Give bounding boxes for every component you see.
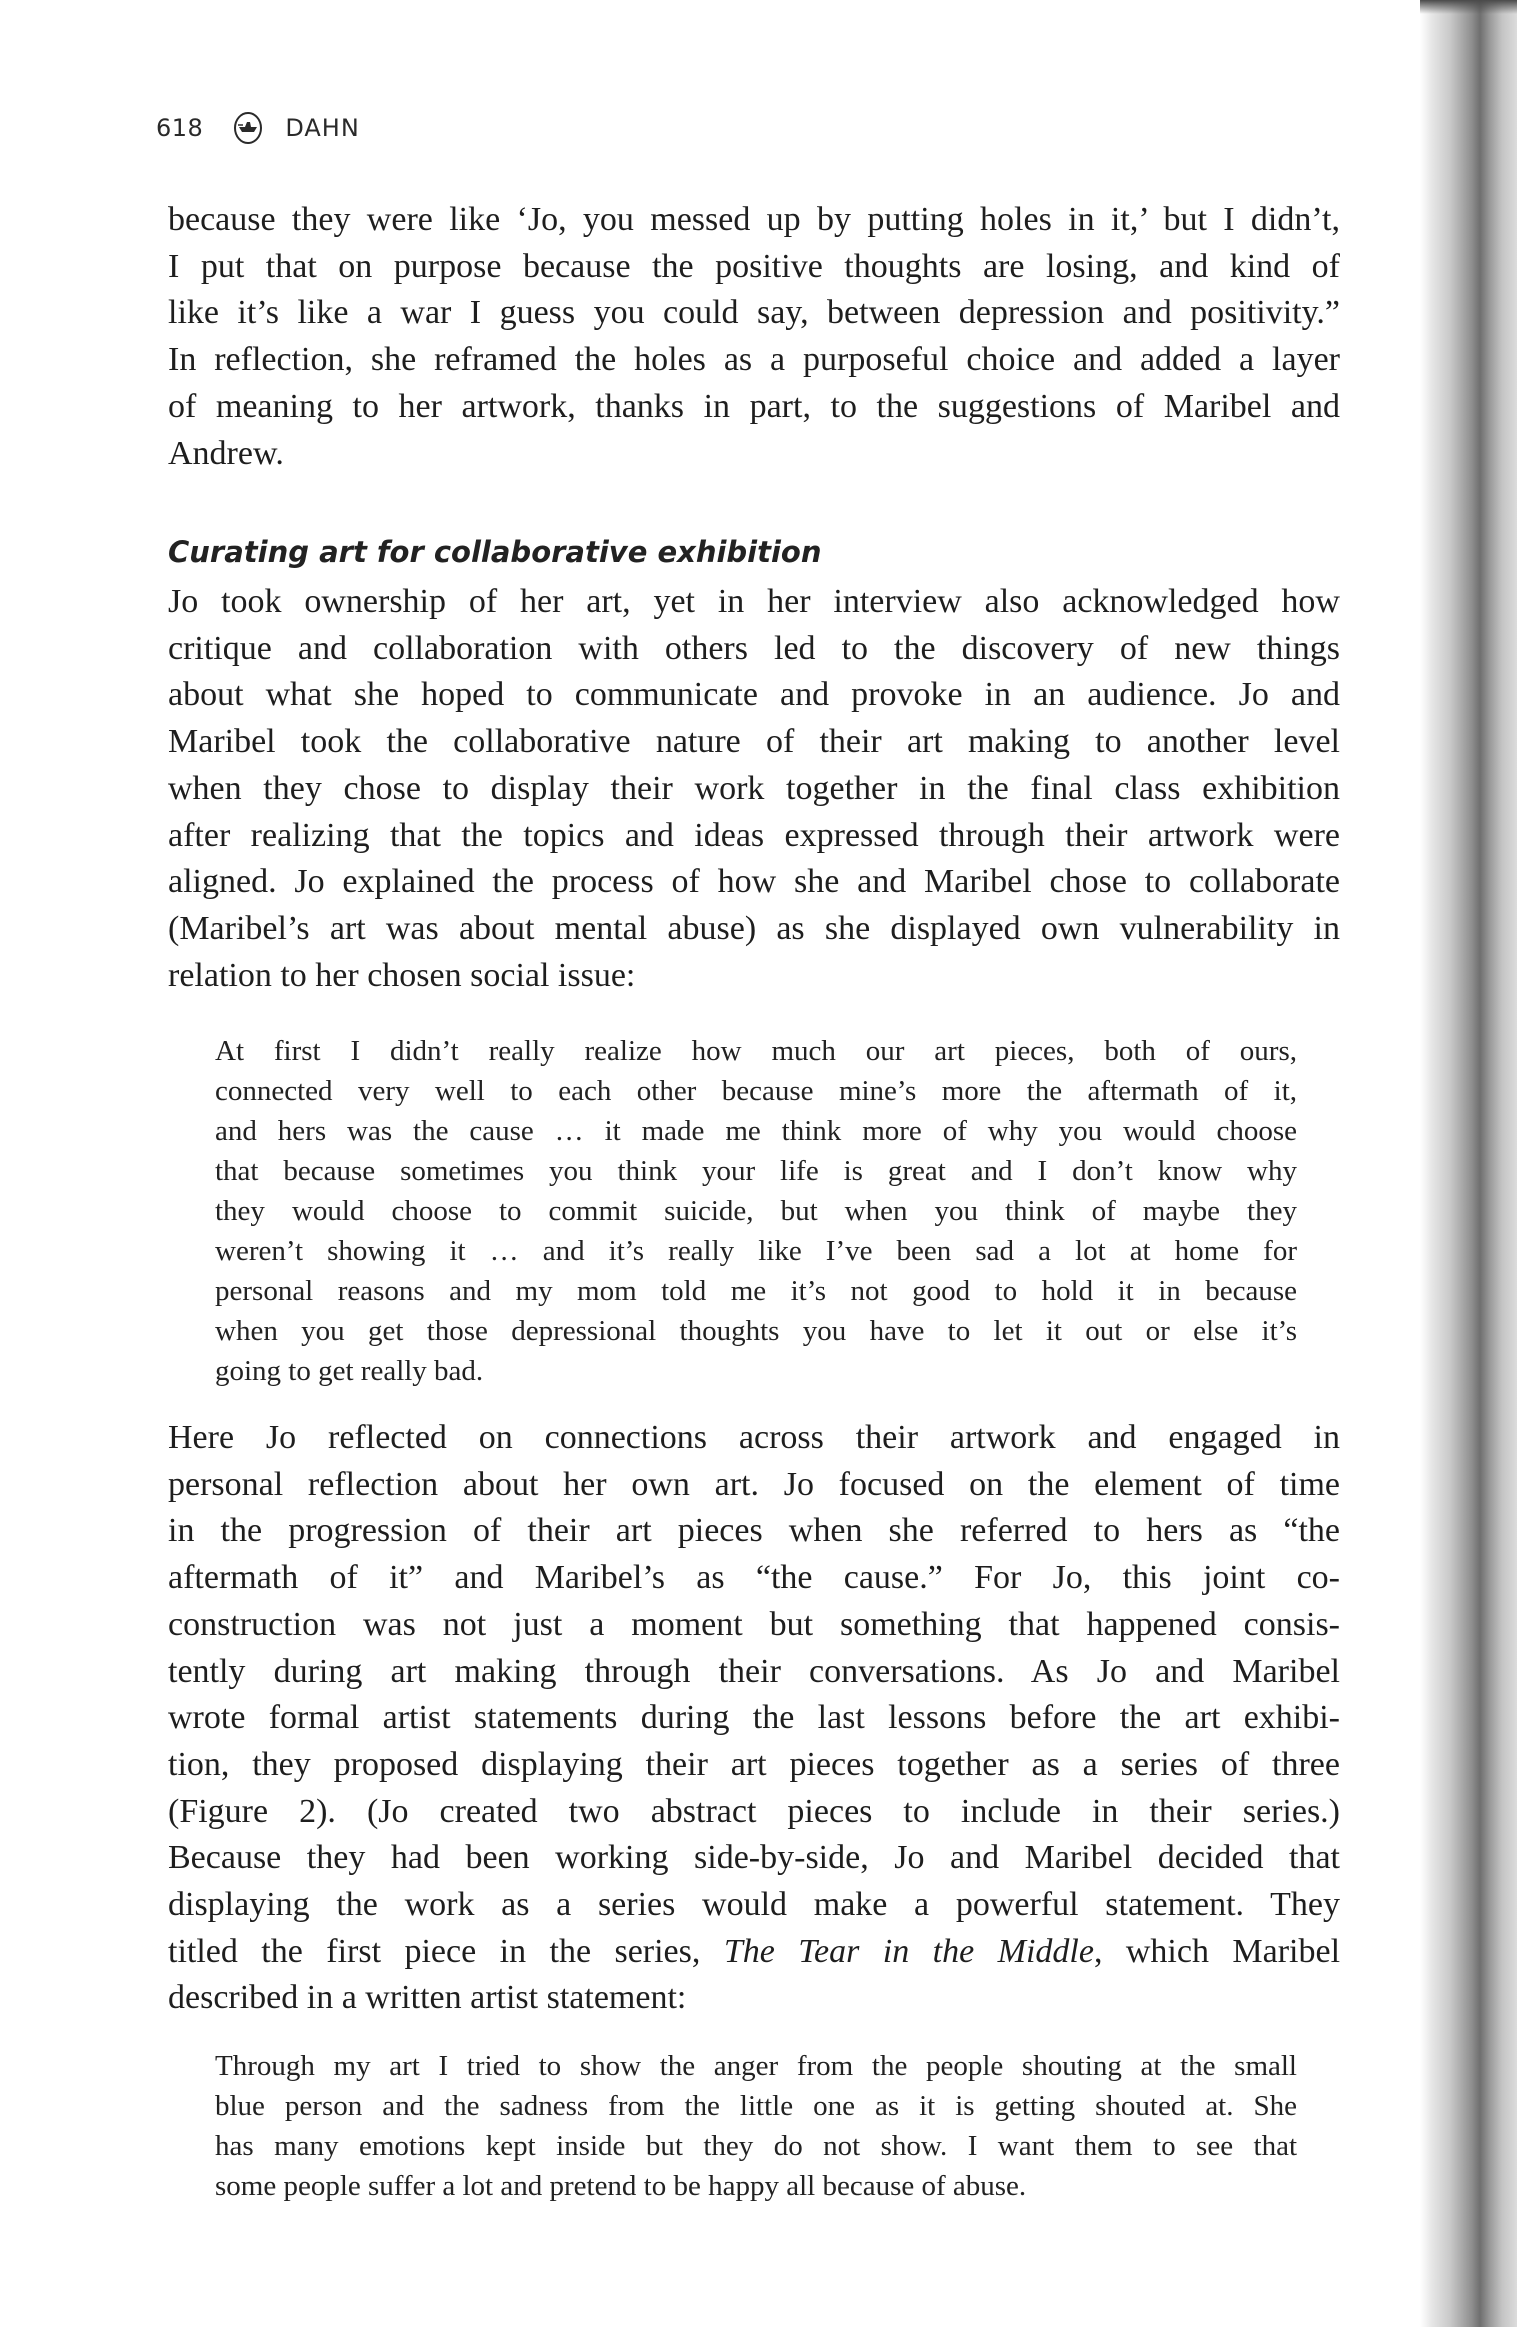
text-line: tion, they proposed displaying their art pieces together as a series of three <box>168 1745 1340 1783</box>
quote-line: Through my art I tried to show the anger from the people shouting at the small <box>215 2050 1297 2082</box>
book-gutter-top-shadow <box>1420 0 1517 14</box>
quote-line: connected very well to each other because mine’s more the aftermath of it, <box>215 1075 1297 1107</box>
quote-line: some people suffer a lot and pretend to be happy all because of abuse. <box>215 2170 1027 2202</box>
text-line: Here Jo reflected on connections across their artwork and engaged in <box>168 1419 1340 1456</box>
text-segment: , which Maribel <box>1093 1932 1341 1970</box>
text-line: described in a written artist statement: <box>168 1979 687 2017</box>
paragraph-1 <box>168 197 1340 477</box>
text-segment: titled the first piece in the series, <box>168 1932 724 1970</box>
quote-line: going to get really bad. <box>215 1355 484 1387</box>
text-line: when they chose to display their work together in the final class exhibition <box>168 769 1340 807</box>
text-line: relation to her chosen social issue: <box>168 956 636 994</box>
text-line: of meaning to her artwork, thanks in part, to the suggestions of Maribel and <box>168 387 1340 425</box>
section-heading: Curating art for collaborative exhibition <box>168 535 822 569</box>
quote-line: and hers was the cause … it made me think more of why you would choose <box>215 1115 1297 1147</box>
text-line: about what she hoped to communicate and provoke in an audience. Jo and <box>168 676 1340 714</box>
running-head-author: DAHN <box>285 114 360 142</box>
quote-line: personal reasons and my mom told me it’s not good to hold it in because <box>215 1275 1297 1307</box>
text-line: Andrew. <box>168 434 284 472</box>
text-line: in the progression of their art pieces when she referred to hers as “the <box>168 1512 1340 1550</box>
text-line: I put that on purpose because the positive thoughts are losing, and kind of <box>168 247 1340 285</box>
text-line: personal reflection about her own art. Jo focused on the element of time <box>168 1465 1340 1503</box>
block-quote-2 <box>215 2046 1297 2206</box>
text-line: aligned. Jo explained the process of how she and Maribel chose to collaborate <box>168 863 1340 901</box>
text-line: Jo took ownership of her art, yet in her interview also acknowledged how <box>168 583 1340 620</box>
artwork-title: The Tear in the Middle <box>723 1932 1094 1970</box>
quote-line: weren’t showing it … and it’s really like I’ve been sad a lot at home for <box>215 1235 1297 1267</box>
running-head <box>156 108 360 148</box>
block-quote-1 <box>215 1031 1297 1391</box>
book-gutter-shadow <box>1420 0 1517 2327</box>
text-line: tently during art making through their conversations. As Jo and Maribel <box>168 1652 1340 1690</box>
text-line: In reflection, she reframed the holes as a purposeful choice and added a layer <box>168 341 1340 379</box>
text-line: after realizing that the topics and ideas expressed through their artwork were <box>168 816 1340 854</box>
text-line: Maribel took the collaborative nature of their art making to another level <box>168 723 1340 761</box>
text-line: (Maribel’s art was about mental abuse) as she displayed own vulnerability in <box>168 909 1340 947</box>
page-number: 618 <box>156 114 204 142</box>
text-line: construction was not just a moment but something that happened consis- <box>168 1605 1340 1643</box>
text-line: like it’s like a war I guess you could say, between depression and positivity.” <box>168 294 1340 332</box>
publisher-ship-logo-icon <box>233 111 263 145</box>
text-line: aftermath of it” and Maribel’s as “the cause.” For Jo, this joint co- <box>168 1559 1340 1597</box>
text-line: (Figure 2). (Jo created two abstract pieces to include in their series.) <box>168 1792 1340 1830</box>
quote-line: blue person and the sadness from the little one as it is getting shouted at. She <box>215 2090 1297 2122</box>
text-line-with-title <box>168 1929 1340 1976</box>
paragraph-2 <box>168 579 1340 999</box>
quote-line: when you get those depressional thoughts you have to let it out or else it’s <box>215 1315 1297 1347</box>
quote-line: has many emotions kept inside but they do not show. I want them to see that <box>215 2130 1297 2162</box>
quote-line: At first I didn’t really realize how much our art pieces, both of ours, <box>215 1035 1297 1067</box>
text-line: displaying the work as a series would make a powerful statement. They <box>168 1886 1340 1924</box>
text-line: because they were like ‘Jo, you messed up by putting holes in it,’ but I didn’t, <box>168 201 1340 238</box>
quote-line: that because sometimes you think your life is great and I don’t know why <box>215 1155 1297 1187</box>
text-line: Because they had been working side-by-side, Jo and Maribel decided that <box>168 1839 1340 1877</box>
text-line: critique and collaboration with others led to the discovery of new things <box>168 629 1340 667</box>
quote-line: they would choose to commit suicide, but when you think of maybe they <box>215 1195 1297 1227</box>
paragraph-3 <box>168 1415 1340 2022</box>
text-line: wrote formal artist statements during the last lessons before the art exhibi- <box>168 1699 1340 1737</box>
